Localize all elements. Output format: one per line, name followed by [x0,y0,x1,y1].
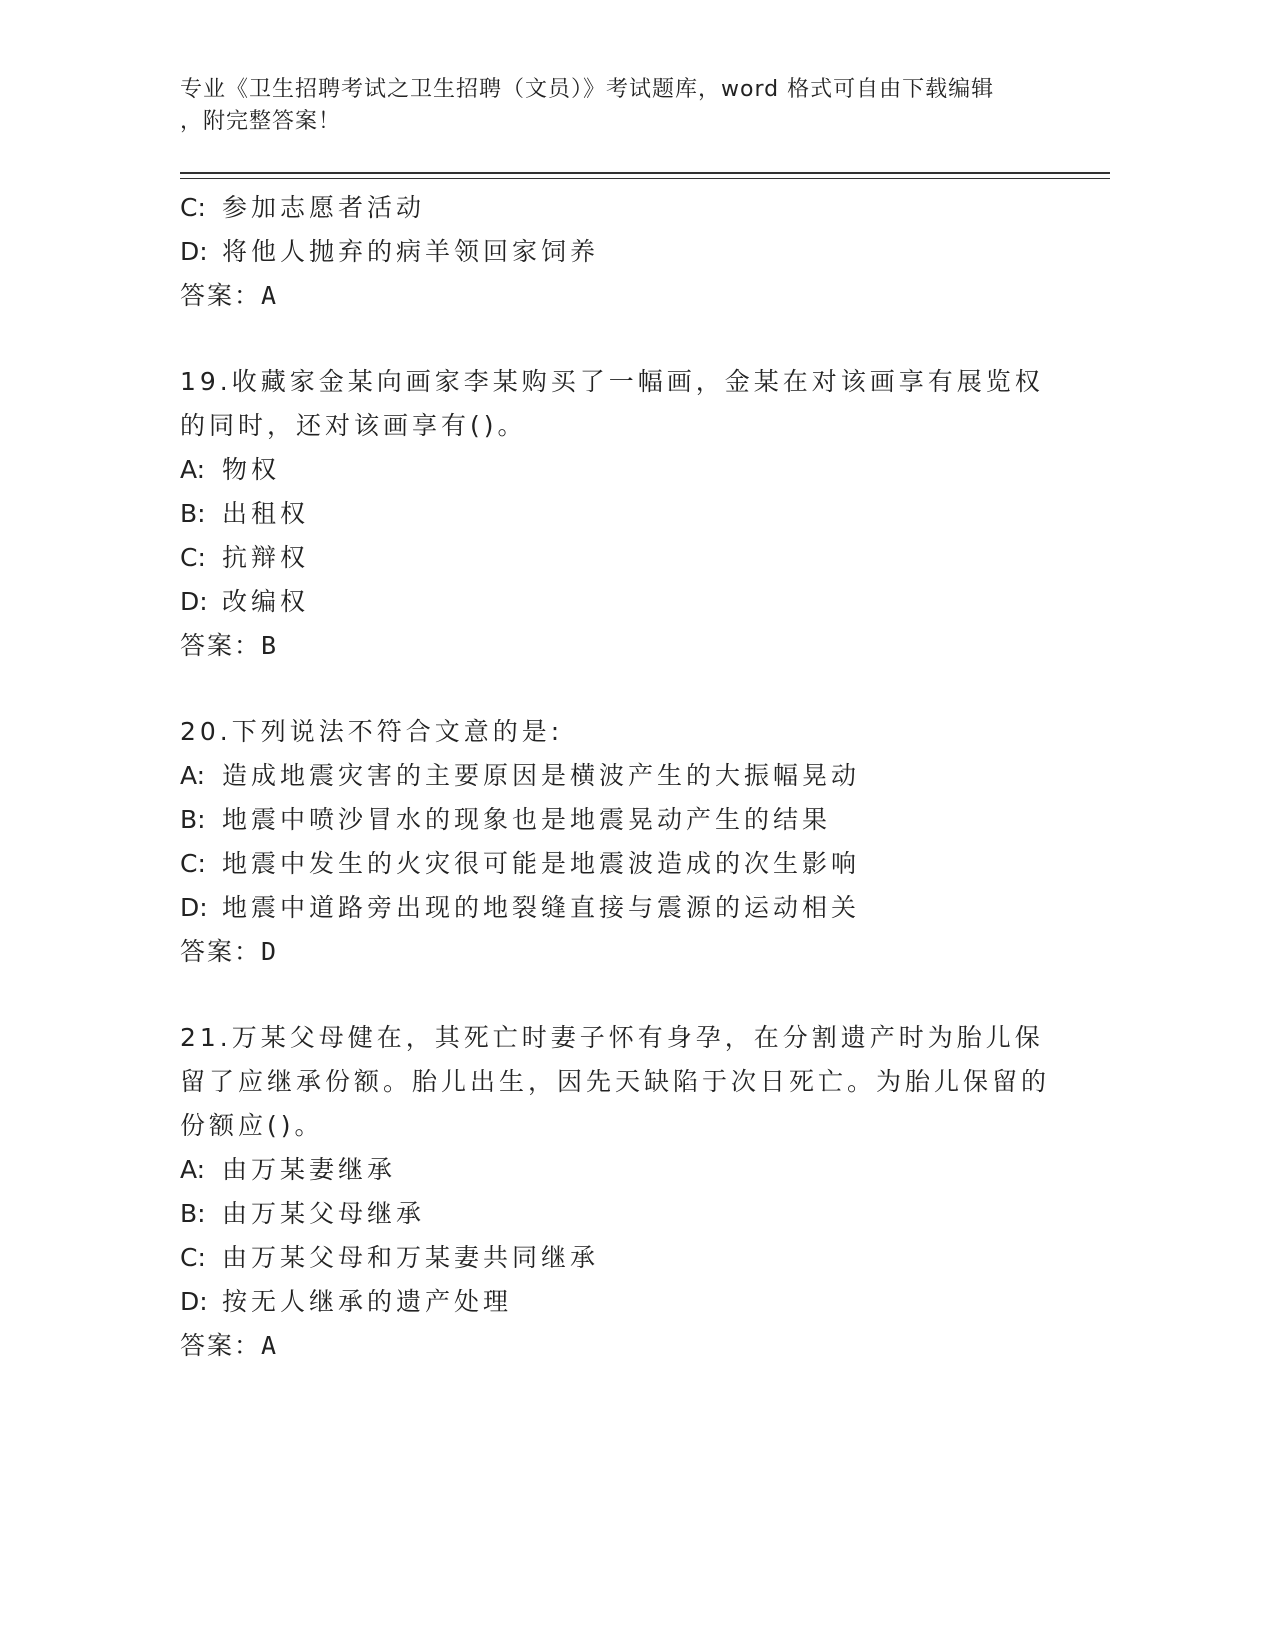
header-divider-thin [180,178,1110,179]
option-key: D: [180,237,208,266]
option-text: 地震中喷沙冒水的现象也是地震晃动产生的结果 [222,805,832,834]
question-stem: 20.下列说法不符合文意的是: [180,717,564,746]
option-text: 改编权 [222,587,310,616]
option-text: 地震中发生的火灾很可能是地震波造成的次生影响 [222,849,861,878]
option-text: 将他人抛弃的病羊领回家饲养 [222,237,600,266]
question-list [180,186,1060,1368]
option-key: A: [180,761,206,790]
option-b [180,492,1060,536]
header-title-line1: 专业《卫生招聘考试之卫生招聘（文员）》考试题库，word 格式可自由下载编辑 [180,77,995,102]
answer-value: B [261,631,279,660]
option-d [180,230,1060,274]
prev-question-block [180,186,1060,318]
answer-label: 答案： [180,1331,262,1360]
option-text: 地震中道路旁出现的地裂缝直接与震源的运动相关 [222,893,861,922]
option-text: 由万某妻继承 [222,1155,397,1184]
option-b [180,1192,1060,1236]
option-text: 造成地震灾害的主要原因是横波产生的大振幅晃动 [222,761,861,790]
option-key: A: [180,1155,206,1184]
option-text: 由万某父母继承 [222,1199,426,1228]
header-divider-thick [180,172,1110,174]
option-text: 参加志愿者活动 [222,193,426,222]
option-d [180,580,1060,624]
option-text: 由万某父母和万某妻共同继承 [222,1243,600,1272]
answer-label: 答案： [180,281,262,310]
option-key: C: [180,543,206,572]
option-d [180,1280,1060,1324]
option-c [180,1236,1060,1280]
answer-label: 答案： [180,631,262,660]
option-a [180,754,1060,798]
answer-line [180,1324,1060,1368]
option-key: C: [180,849,206,878]
option-text: 出租权 [222,499,310,528]
page-header [180,74,1060,138]
answer-value: D [261,937,279,966]
question-stem: 21.万某父母健在，其死亡时妻子怀有身孕，在分割遗产时为胎儿保留了应继承份额。胎儿出生，因先天缺陷于次日死亡。为胎儿保留的份额应()。 [180,1023,1051,1140]
option-key: A: [180,455,206,484]
answer-line [180,274,1060,318]
option-a [180,1148,1060,1192]
option-key: B: [180,499,206,528]
question-20 [180,710,1060,974]
option-text: 按无人继承的遗产处理 [222,1287,513,1316]
answer-label: 答案： [180,937,262,966]
answer-value: A [261,281,279,310]
option-key: D: [180,587,208,616]
option-a [180,448,1060,492]
option-text: 抗辩权 [222,543,310,572]
option-key: B: [180,1199,206,1228]
option-key: D: [180,893,208,922]
question-stem: 19.收藏家金某向画家李某购买了一幅画，金某在对该画享有展览权的同时，还对该画享有()。 [180,367,1044,440]
option-key: C: [180,1243,206,1272]
option-key: C: [180,193,206,222]
option-c [180,536,1060,580]
option-c [180,186,1060,230]
option-key: D: [180,1287,208,1316]
question-19 [180,360,1060,668]
question-21 [180,1016,1060,1368]
answer-line [180,930,1060,974]
option-c [180,842,1060,886]
answer-value: A [261,1331,279,1360]
option-d [180,886,1060,930]
option-key: B: [180,805,206,834]
header-title-line2: ，附完整答案！ [180,109,342,134]
option-text: 物权 [222,455,281,484]
option-b [180,798,1060,842]
answer-line [180,624,1060,668]
